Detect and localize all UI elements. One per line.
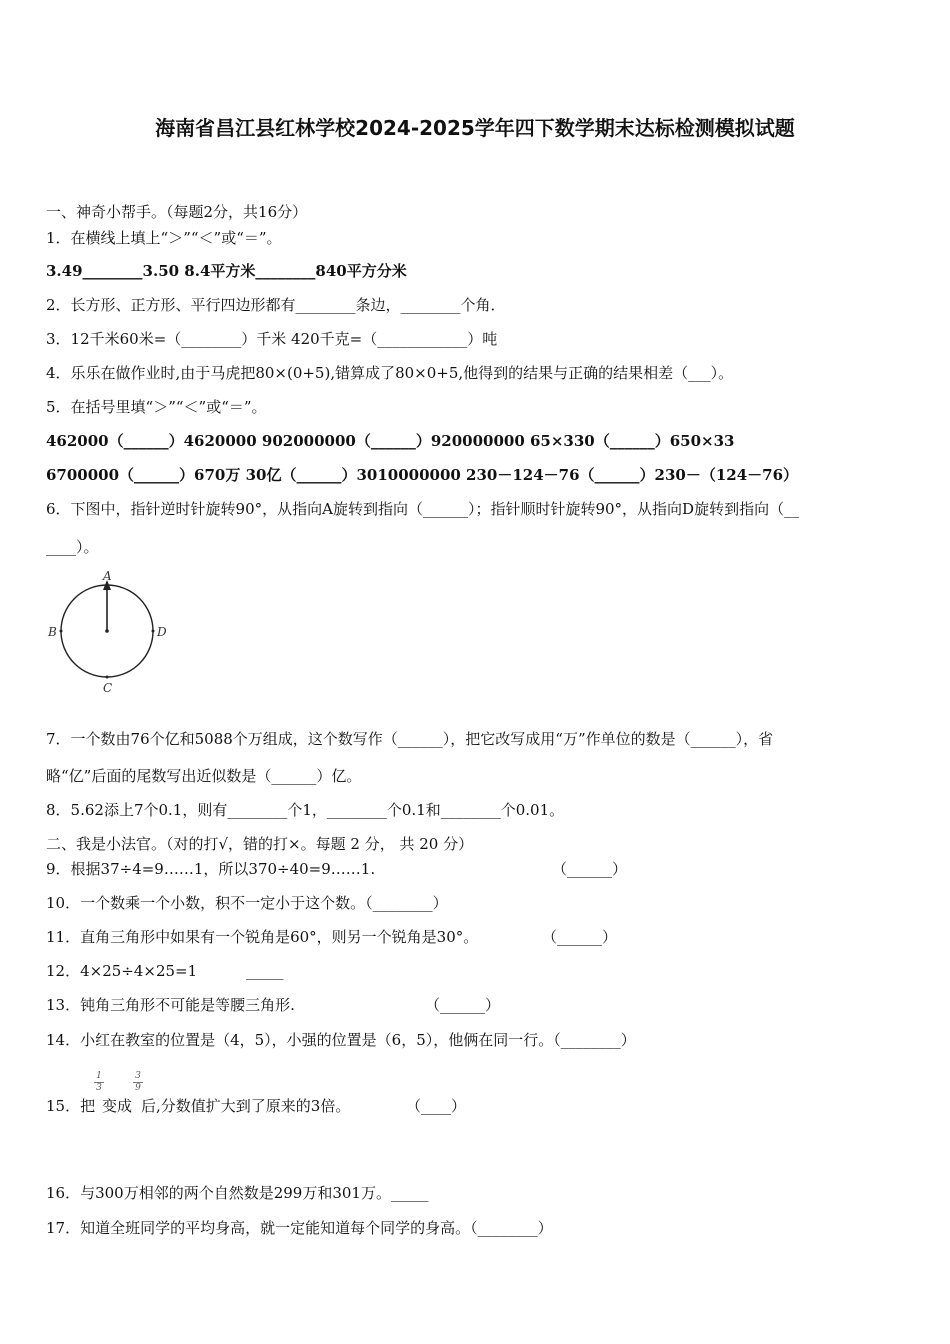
section-1-heading: 一、神奇小帮手。（每题2分，共16分）	[46, 203, 308, 221]
label-a: A	[103, 569, 112, 583]
question-8: 8．5.62添上7个0.1，则有________个1，________个0.1和________个0.01。	[46, 801, 565, 819]
question-1: 1．在横线上填上“＞”“＜”或“＝”。	[46, 229, 282, 247]
fraction-three-ninths	[133, 1072, 143, 1093]
question-5-row-1: 462000（______）4620000 902000000（______）920000000 65×330（______）650×33	[46, 432, 735, 450]
point-a-dot	[106, 584, 109, 587]
question-11: 11．直角三角形中如果有一个锐角是60°，则另一个锐角是30°。	[46, 928, 479, 946]
clock-center-dot	[105, 629, 109, 633]
point-b-dot	[60, 630, 63, 633]
question-11-blank: （______）	[542, 928, 618, 946]
clock-diagram	[40, 568, 180, 698]
question-10: 10．一个数乘一个小数，积不一定小于这个数。（________）	[46, 894, 448, 912]
fraction-one-third-denominator: 3	[96, 1083, 102, 1093]
question-2: 2．长方形、正方形、平行四边形都有________条边，________个角．	[46, 296, 506, 314]
question-12: 12．4×25÷4×25=1	[46, 962, 198, 980]
question-7-line-2: 略“亿”后面的尾数写出近似数是（______）亿。	[46, 767, 362, 785]
question-15-part-2: 变成	[102, 1097, 133, 1115]
question-13-blank: （______）	[425, 996, 501, 1014]
question-9-blank: （______）	[552, 860, 628, 878]
question-15-part-3: 后,分数值扩大到了原来的3倍。	[141, 1097, 351, 1115]
question-5: 5．在括号里填“＞”“＜”或“＝”。	[46, 398, 267, 416]
question-6-line-2: ____）。	[46, 538, 99, 556]
question-16: 16．与300万相邻的两个自然数是299万和301万。_____	[46, 1184, 429, 1202]
label-c: C	[103, 681, 113, 695]
section-2-heading: 二、我是小法官。（对的打√，错的打×。每题 2 分， 共 20 分）	[46, 835, 474, 853]
fraction-one-third	[94, 1072, 104, 1093]
question-1-items: 3.49________3.50 8.4平方米________840平方分米	[46, 262, 407, 280]
question-6-line-1: 6．下图中，指针逆时针旋转90°，从指向A旋转到指向（______）；指针顺时针旋转90°，从指向D旋转到指向（__	[46, 500, 800, 518]
point-d-dot	[152, 630, 155, 633]
label-b: B	[48, 625, 57, 639]
question-13: 13．钝角三角形不可能是等腰三角形.	[46, 996, 295, 1014]
question-9: 9．根据37÷4=9……1，所以370÷40=9……1.	[46, 860, 376, 878]
question-17: 17．知道全班同学的平均身高，就一定能知道每个同学的身高。（________）	[46, 1219, 553, 1237]
question-4: 4．乐乐在做作业时,由于马虎把80×(0+5),错算成了80×0+5,他得到的结果与正确的结果相差（___）。	[46, 364, 734, 382]
question-15-part-1: 15．把	[46, 1097, 96, 1115]
fraction-three-ninths-denominator: 9	[135, 1083, 141, 1093]
question-15-blank: （____）	[406, 1097, 467, 1115]
question-12-blank: _____	[246, 962, 284, 980]
question-3: 3．12千米60米=（________）千米 420千克=（____________）吨	[46, 330, 498, 348]
question-7-line-1: 7．一个数由76个亿和5088个万组成，这个数写作（______），把它改写成用“万”作单位的数是（______），省	[46, 730, 774, 748]
question-5-row-2: 6700000（______）670万 30亿（______）3010000000 230－124－76（______）230－（124－76）	[46, 466, 799, 484]
question-14: 14．小红在教室的位置是（4，5），小强的位置是（6，5），他俩在同一行。（________）	[46, 1031, 636, 1049]
label-d: D	[157, 625, 167, 639]
page-title: 海南省昌江县红林学校2024-2025学年四下数学期末达标检测模拟试题	[155, 116, 795, 140]
fraction-one-third-numerator: 1	[96, 1071, 102, 1081]
point-c-dot	[106, 676, 109, 679]
fraction-three-ninths-numerator: 3	[135, 1071, 141, 1081]
